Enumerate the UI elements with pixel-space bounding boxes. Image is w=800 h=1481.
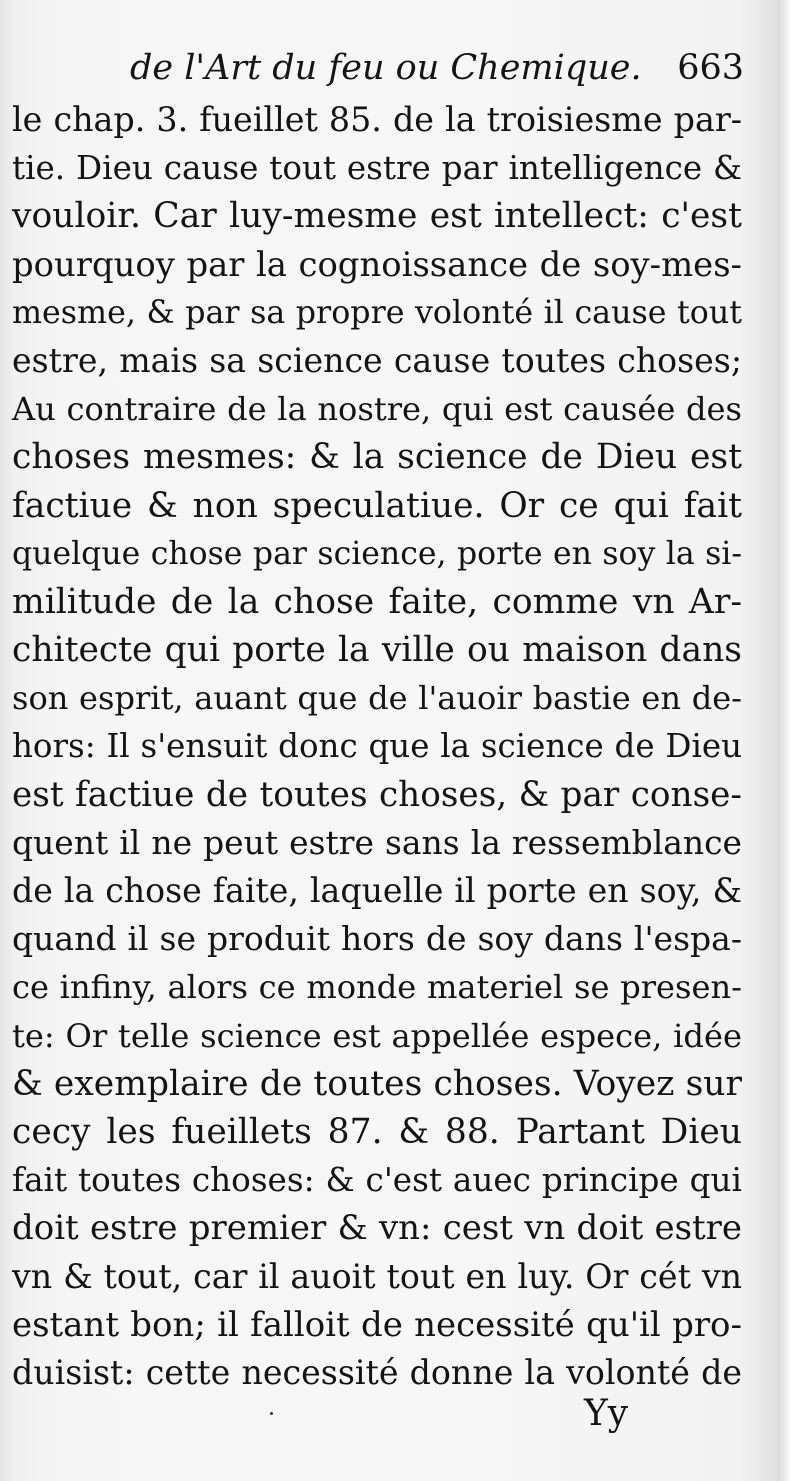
running-title: de l'Art du feu ou Chemique. (130, 48, 642, 88)
text-line: tie. Dieu cause tout estre par intelligence & (12, 149, 742, 188)
text-line: estant bon; il falloit de necessité qu'il pro- (12, 1304, 742, 1345)
text-line: le chap. 3. fueillet 85. de la troisiesme par- (12, 100, 742, 139)
text-line: de la chose faite, laquelle il porte en soy, & (12, 871, 742, 910)
text-line: mesme, & par sa propre volonté il cause tout (12, 294, 742, 331)
text-line: vouloir. Car luy-mesme est intellect: c'est (12, 196, 742, 237)
text-line: militude de la chose faite, comme vn Ar- (12, 581, 742, 622)
text-line: pourquoy par la cognoissance de soy-mes- (12, 244, 742, 284)
text-line: factiue & non speculatiue. Or ce qui fait (12, 485, 742, 526)
text-line: quand il se produit hors de soy dans l'espa- (12, 919, 742, 959)
text-line: doit estre premier & vn: cest vn doit estre (12, 1208, 742, 1249)
text-line: son esprit, auant que de l'auoir bastie en de- (12, 679, 742, 718)
text-line: Au contraire de la nostre, qui est causée des (12, 390, 742, 429)
running-head (0, 44, 778, 92)
catchword: Yy (584, 1393, 629, 1434)
text-line: estre, mais sa science cause toutes choses; (12, 340, 742, 380)
text-line: ce infiny, alors ce monde materiel se presen- (12, 968, 742, 1007)
text-line: est factiue de toutes choses, & par conse- (12, 774, 742, 815)
page-number: 663 (677, 48, 744, 88)
text-line: cecy les fueillets 87. & 88. Partant Dieu (12, 1111, 742, 1152)
text-line: vn & tout, car il auoit tout en luy. Or cét vn (12, 1256, 742, 1296)
text-line: duisist: cette necessité donne la volonté de (12, 1352, 742, 1392)
body-text (12, 96, 742, 1397)
page-edge (778, 0, 800, 1481)
text-line: fait toutes choses: & c'est auec principe qui (12, 1161, 742, 1200)
text-line: quelque chose par science, porte en soy la si- (12, 535, 742, 572)
text-line: chitecte qui porte la ville ou maison dans (12, 630, 742, 671)
text-line: quent il ne peut estre sans la ressemblance (12, 822, 742, 862)
text-line: hors: Il s'ensuit donc que la science de Dieu (12, 727, 742, 766)
text-line: te: Or telle science est appellée espece, idée (12, 1016, 742, 1055)
text-line: & exemplaire de toutes choses. Voyez sur (12, 1063, 742, 1104)
text-line: choses mesmes: & la science de Dieu est (12, 437, 742, 478)
ink-speck (270, 1412, 273, 1415)
